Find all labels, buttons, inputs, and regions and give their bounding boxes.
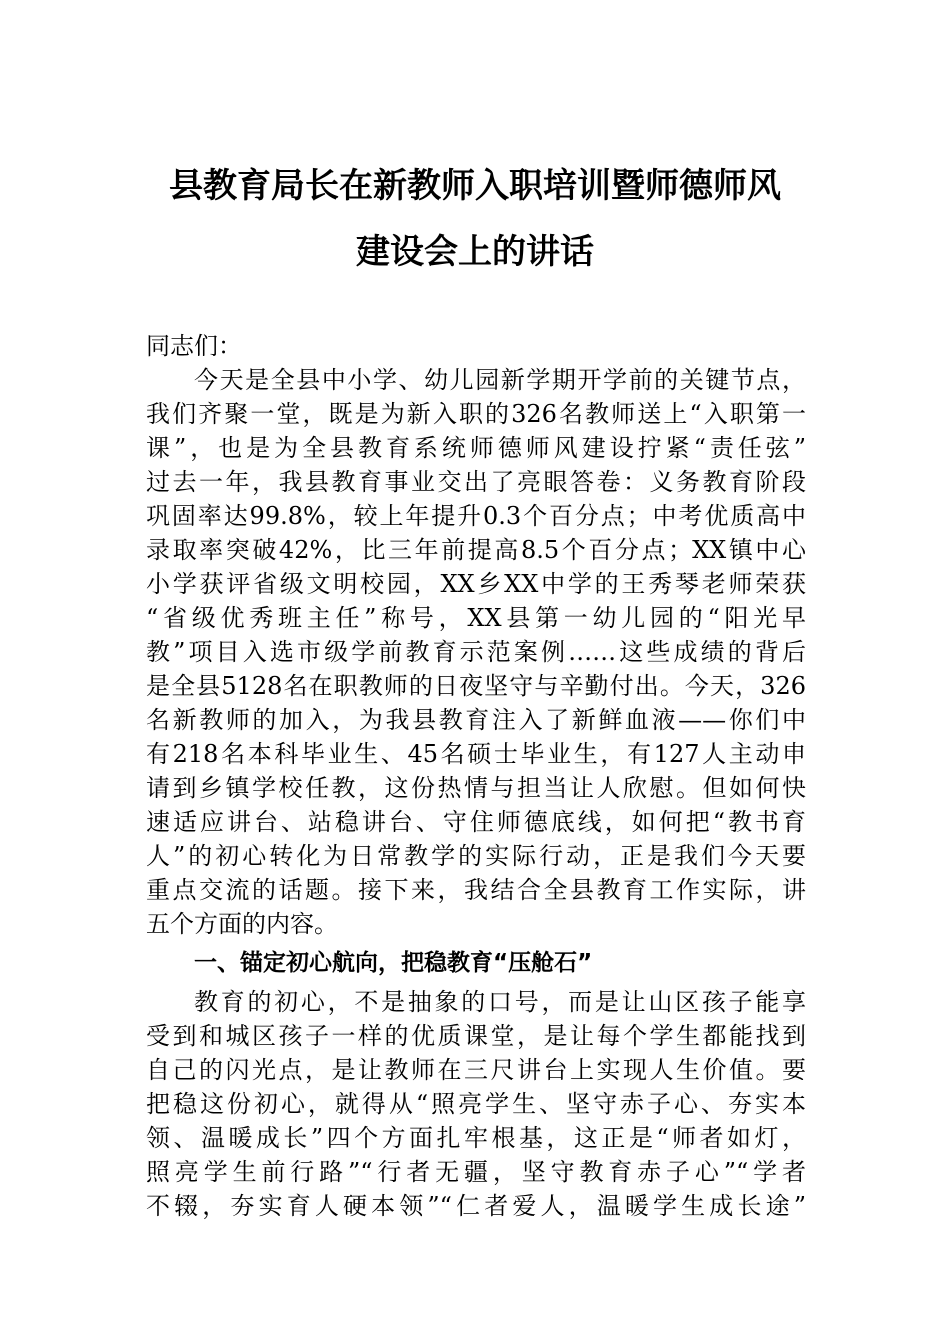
paragraph-line: 是全县5128名在职教师的日夜坚守与辛勤付出。今天，326 xyxy=(146,672,806,700)
paragraph-line: 领、温暖成长”四个方面扎牢根基，这正是“师者如灯， xyxy=(146,1124,806,1152)
paragraph-line: 请到乡镇学校任教，这份热情与担当让人欣慰。但如何快 xyxy=(146,774,806,802)
paragraph-line: 有218名本科毕业生、45名硕士毕业生，有127人主动申 xyxy=(146,740,806,768)
paragraph-line: 不辍，夯实育人硬本领”“仁者爱人，温暖学生成长途” xyxy=(146,1192,806,1220)
document-title-line-2: 建设会上的讲话 xyxy=(356,232,594,272)
paragraph-line: 五个方面的内容。 xyxy=(146,910,338,938)
section-heading-1: 一、锚定初心航向，把稳教育“压舱石” xyxy=(194,950,593,976)
paragraph-line: “省级优秀班主任”称号，XX县第一幼儿园的“阳光早 xyxy=(146,604,806,632)
paragraph-line: 把稳这份初心，就得从“照亮学生、坚守赤子心、夯实本 xyxy=(146,1090,806,1118)
paragraph-line: 我们齐聚一堂，既是为新入职的326名教师送上“入职第一 xyxy=(146,400,806,428)
paragraph-line: 重点交流的话题。接下来，我结合全县教育工作实际，讲 xyxy=(146,876,806,904)
paragraph-line: 今天是全县中小学、幼儿园新学期开学前的关键节点， xyxy=(194,366,806,394)
paragraph-line: 录取率突破42%，比三年前提高8.5个百分点；XX镇中心 xyxy=(146,536,806,564)
paragraph-line: 速适应讲台、站稳讲台、守住师德底线，如何把“教书育 xyxy=(146,808,806,836)
paragraph-line: 巩固率达99.8%，较上年提升0.3个百分点；中考优质高中 xyxy=(146,502,806,530)
paragraph-line: 过去一年，我县教育事业交出了亮眼答卷：义务教育阶段 xyxy=(146,468,806,496)
paragraph-line: 教育的初心，不是抽象的口号，而是让山区孩子能享 xyxy=(194,988,806,1016)
paragraph-line: 小学获评省级文明校园，XX乡XX中学的王秀琴老师荣获 xyxy=(146,570,806,598)
salutation: 同志们： xyxy=(146,332,242,360)
paragraph-line: 课”，也是为全县教育系统师德师风建设拧紧“责任弦” xyxy=(146,434,806,462)
paragraph-line: 受到和城区孩子一样的优质课堂，是让每个学生都能找到 xyxy=(146,1022,806,1050)
paragraph-line: 名新教师的加入，为我县教育注入了新鲜血液——你们中 xyxy=(146,706,806,734)
document-title-line-1: 县教育局长在新教师入职培训暨师德师风 xyxy=(169,166,781,206)
paragraph-line: 教”项目入选市级学前教育示范案例……这些成绩的背后 xyxy=(146,638,806,666)
paragraph-line: 自己的闪光点，是让教师在三尺讲台上实现人生价值。要 xyxy=(146,1056,806,1084)
paragraph-line: 人”的初心转化为日常教学的实际行动，正是我们今天要 xyxy=(146,842,806,870)
paragraph-line: 照亮学生前行路”“行者无疆，坚守教育赤子心”“学者 xyxy=(146,1158,806,1186)
